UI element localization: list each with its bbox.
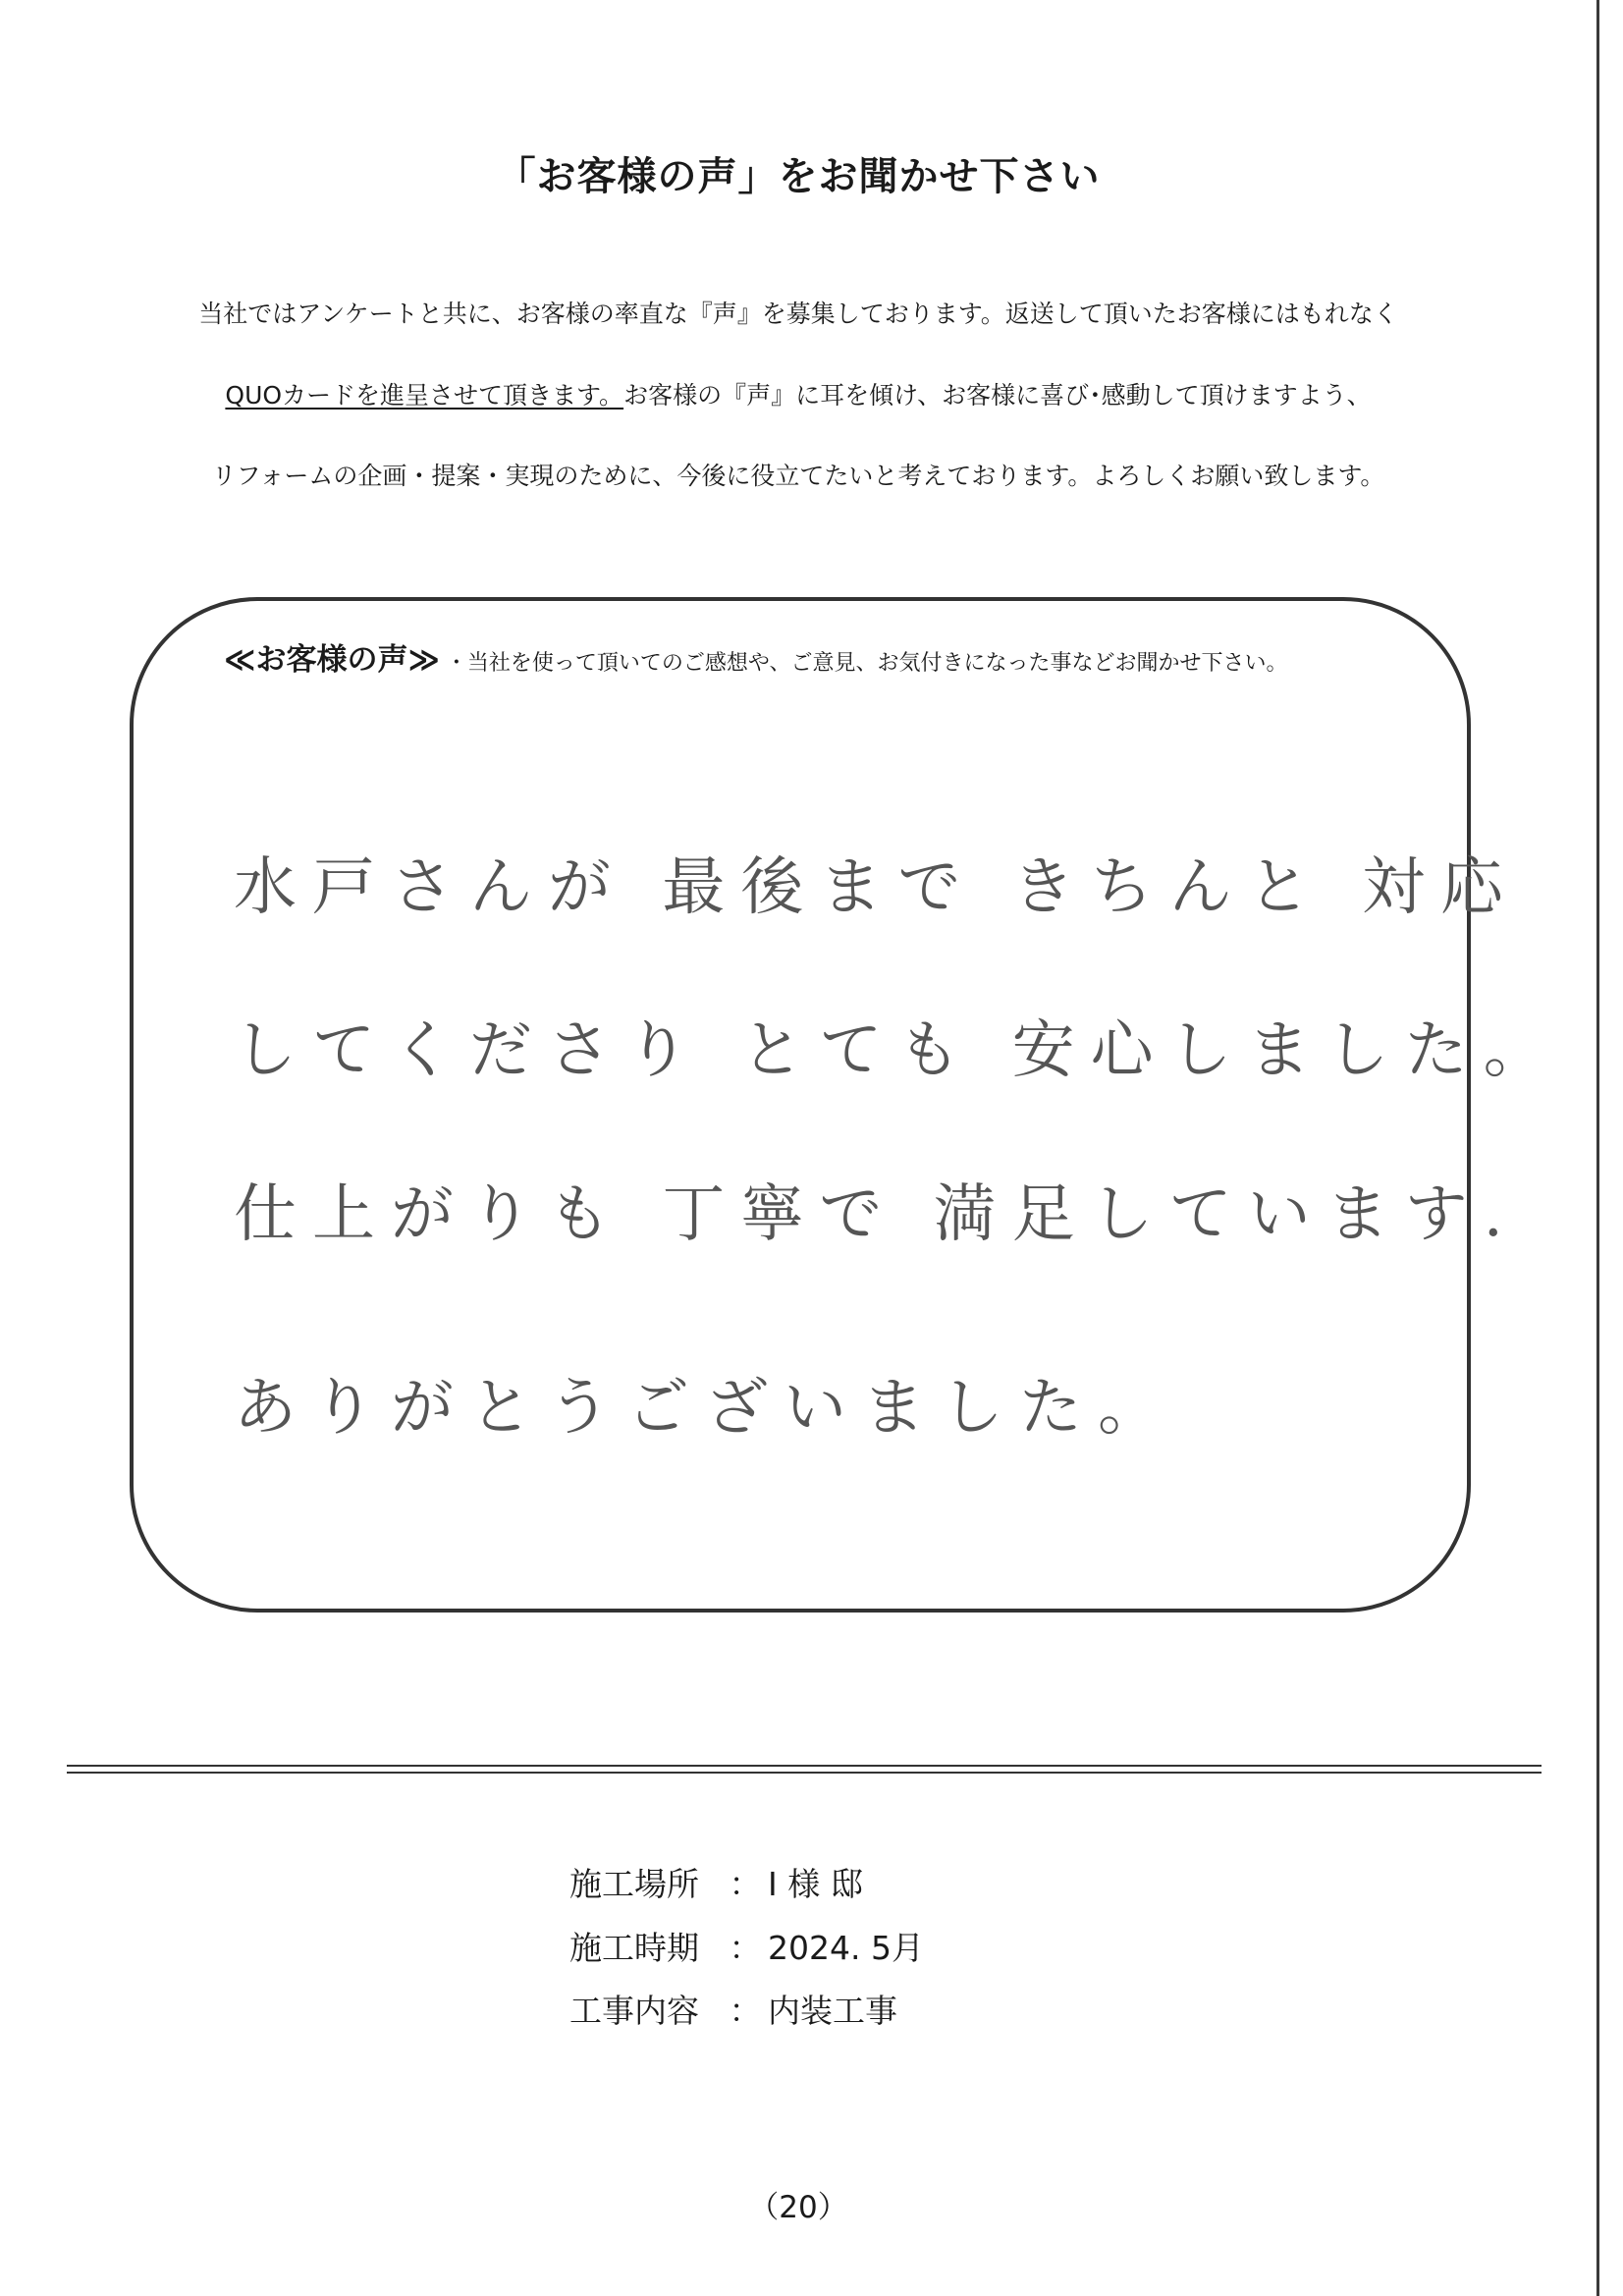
handwritten-comment-line: してくださり とても 安心しました。 <box>234 1014 1562 1087</box>
customer-voice-box <box>130 597 1471 1613</box>
customer-voice-instructions: ・当社を使って頂いてのご感想や、ご意見、お気付きになった事などお聞かせ下さい。 <box>445 651 1288 676</box>
separator: ： <box>729 1992 762 2030</box>
intro-line-2 <box>0 376 1596 411</box>
separator: ： <box>729 1865 762 1903</box>
project-work-row <box>569 1986 897 2032</box>
project-period-label: 施工時期 <box>569 1929 699 1967</box>
project-work-label: 工事内容 <box>569 1992 699 2030</box>
customer-voice-title: ≪お客様の声≫ <box>224 642 440 678</box>
quo-card-notice: QUOカードを進呈させて頂きます。 <box>225 381 624 410</box>
project-location-label: 施工場所 <box>569 1865 699 1903</box>
handwritten-comment-line: 仕上がりも 丁寧で 満足しています. <box>234 1178 1520 1251</box>
section-divider <box>67 1765 1542 1774</box>
project-period-value: 2024. 5月 <box>768 1929 924 1967</box>
separator: ： <box>729 1929 762 1967</box>
page-edge-line <box>1596 0 1599 2296</box>
page-number: （20） <box>748 2190 848 2225</box>
project-work-value: 内装工事 <box>768 1992 897 2030</box>
handwritten-comment-line: 水戸さんが 最後まで きちんと 対応 <box>234 851 1520 924</box>
intro-line-2-rest: お客様の『声』に耳を傾け、お客様に喜び･感動して頂けますよう、 <box>623 381 1372 410</box>
customer-voice-header <box>224 634 1287 679</box>
intro-line-3: リフォームの企画・提案・実現のために、今後に役立てたいと考えております。よろしくお願い致します。 <box>211 462 1385 490</box>
handwritten-comment-line: ありがとうございました。 <box>234 1372 1176 1445</box>
project-location-row <box>569 1859 863 1905</box>
project-location-value: I 様 邸 <box>768 1865 863 1903</box>
intro-line-1: 当社ではアンケートと共に、お客様の率直な『声』を募集しております。返送して頂いたお客様にはもれなく <box>198 300 1398 328</box>
page-title: 「お客様の声」をお聞かせ下さい <box>496 154 1101 199</box>
project-period-row <box>569 1923 924 1969</box>
